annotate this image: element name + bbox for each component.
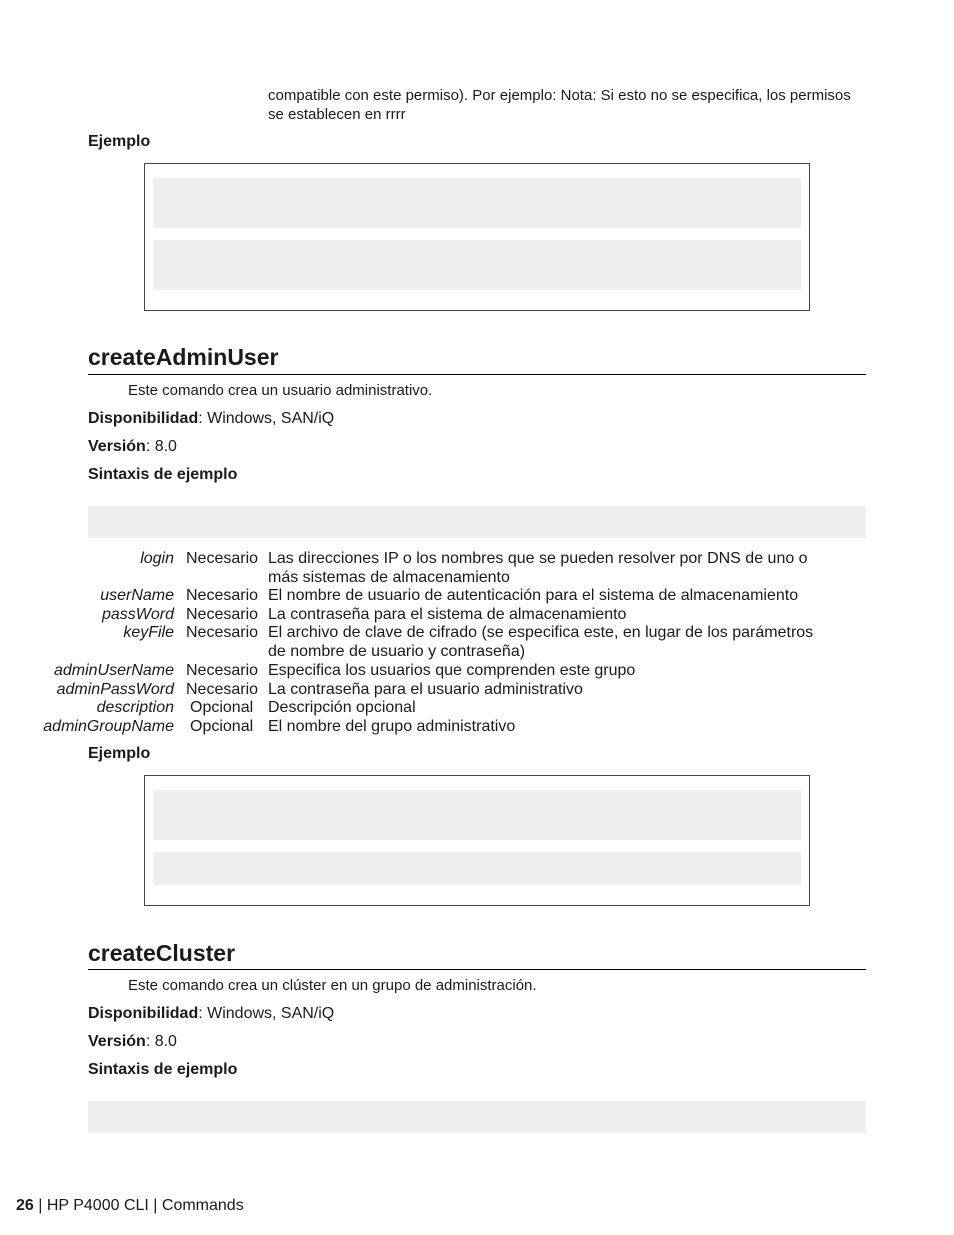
param-name: adminPassWord — [56, 681, 174, 698]
section-rule — [88, 969, 866, 970]
code-line — [153, 852, 801, 885]
section-title-createadminuser: createAdminUser — [88, 344, 279, 370]
syntax-label: Sintaxis de ejemplo — [88, 466, 238, 483]
continuation-text: compatible con este permiso). Por ejemplo: Nota: Si esto no se especifica, los permisos se establecen en rrrr — [268, 87, 851, 123]
param-row — [0, 680, 954, 700]
param-required: Necesario — [186, 606, 259, 623]
param-name: login — [140, 550, 174, 567]
example-code-box — [144, 775, 810, 906]
version-line: Versión: 8.0 — [88, 438, 177, 455]
page-number: 26 — [16, 1197, 34, 1214]
param-description: El nombre del grupo administrativo — [268, 718, 516, 735]
section-title-createcluster: createCluster — [88, 940, 236, 966]
param-row — [0, 586, 954, 606]
availability-label: Disponibilidad — [88, 1005, 199, 1022]
section-rule — [88, 374, 866, 375]
availability-line: Disponibilidad: Windows, SAN/iQ — [88, 410, 335, 427]
code-line — [153, 178, 801, 228]
param-description: La contraseña para el usuario administrativo — [268, 681, 583, 698]
code-line — [153, 240, 801, 290]
example-label: Ejemplo — [88, 133, 151, 150]
param-name: keyFile — [123, 624, 174, 641]
param-row — [0, 549, 954, 586]
param-required: Necesario — [186, 550, 259, 567]
version-value: 8.0 — [154, 1033, 177, 1050]
param-name: adminGroupName — [43, 718, 174, 735]
param-description: Las direcciones IP o los nombres que se pueden resolver por DNS de uno o más sistemas de almacenamiento — [268, 550, 808, 586]
code-line — [153, 790, 801, 840]
param-description: Especifica los usuarios que comprenden este grupo — [268, 662, 636, 679]
availability-label: Disponibilidad — [88, 410, 199, 427]
availability-value: Windows, SAN/iQ — [207, 410, 335, 427]
param-name: passWord — [101, 606, 174, 623]
section-intro: Este comando crea un clúster en un grupo de administración. — [128, 977, 537, 994]
param-description: El nombre de usuario de autenticación para el sistema de almacenamiento — [268, 587, 799, 604]
param-required: Necesario — [186, 624, 259, 641]
param-required: Opcional — [190, 699, 254, 716]
param-name: description — [96, 699, 174, 716]
version-label: Versión — [88, 438, 146, 455]
param-description: El archivo de clave de cifrado (se especifica este, en lugar de los parámetros de nombre de usuario y contraseña) — [268, 624, 814, 660]
param-required: Necesario — [186, 662, 259, 679]
version-line: Versión: 8.0 — [88, 1033, 177, 1050]
example-label: Ejemplo — [88, 745, 151, 762]
param-row — [0, 623, 954, 660]
syntax-code-block — [88, 506, 866, 538]
availability-value: Windows, SAN/iQ — [207, 1005, 335, 1022]
param-row — [0, 661, 954, 681]
param-required: Necesario — [186, 587, 259, 604]
syntax-label: Sintaxis de ejemplo — [88, 1061, 238, 1078]
page-footer — [16, 1197, 244, 1215]
availability-line: Disponibilidad: Windows, SAN/iQ — [88, 1005, 335, 1022]
syntax-code-block — [88, 1101, 866, 1133]
param-row — [0, 717, 954, 737]
param-name: adminUserName — [53, 662, 174, 679]
footer-text: | HP P4000 CLI | Commands — [38, 1197, 244, 1214]
param-required: Opcional — [190, 718, 254, 735]
param-name: userName — [100, 587, 174, 604]
param-row — [0, 605, 954, 625]
section-intro: Este comando crea un usuario administrativo. — [128, 382, 433, 399]
version-value: 8.0 — [154, 438, 177, 455]
param-row — [0, 698, 954, 718]
param-description: Descripción opcional — [268, 699, 416, 716]
param-description: La contraseña para el sistema de almacenamiento — [268, 606, 627, 623]
version-label: Versión — [88, 1033, 146, 1050]
param-required: Necesario — [186, 681, 259, 698]
example-code-box — [144, 163, 810, 311]
